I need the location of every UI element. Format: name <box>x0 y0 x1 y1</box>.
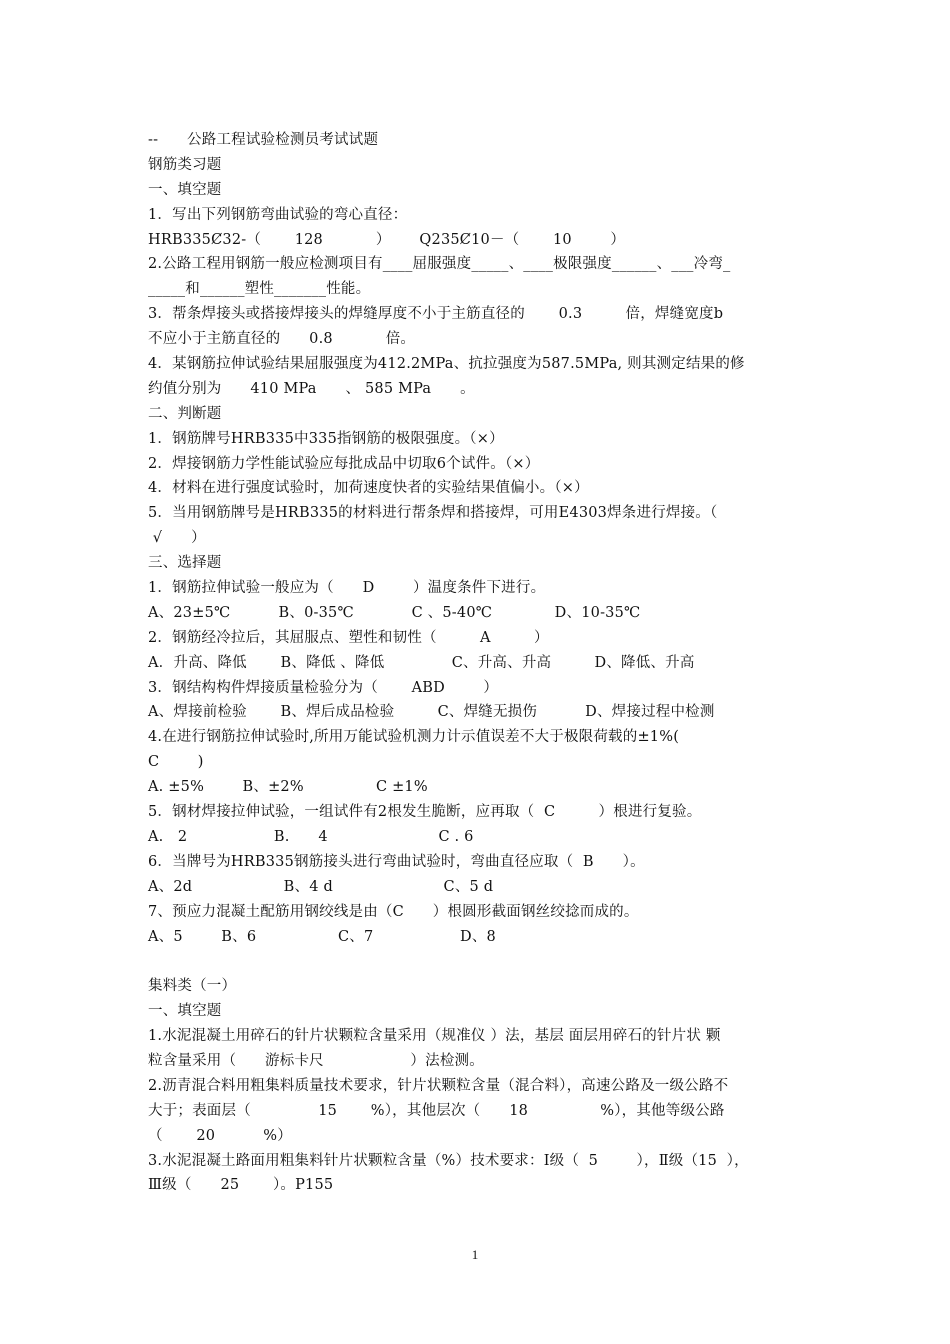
text-line: 5．钢材焊接拉伸试验，一组试件有2根发生脆断，应再取（ C ）根进行复验。 <box>148 804 702 821</box>
text-line: 4.在进行钢筋拉伸试验时,所用万能试验机测力计示值误差不大于极限荷载的±1%( <box>148 729 680 746</box>
text-line: 不应小于主筋直径的 0.8 倍。 <box>148 331 416 348</box>
text-line: （ 20 %） <box>148 1127 292 1144</box>
text-line: A. 2 B. 4 C . 6 <box>148 828 474 845</box>
text-line: _____和______塑性_______性能。 <box>148 281 371 298</box>
text-line: √ ） <box>148 530 206 547</box>
text-line: 7、预应力混凝土配筋用钢绞线是由（C ）根圆形截面钢丝绞捻而成的。 <box>148 903 639 920</box>
text-line: 三、选择题 <box>148 555 222 572</box>
text-line: 2．钢筋经冷拉后，其屈服点、塑性和韧性（ A ） <box>148 629 549 646</box>
text-line: HRB335Ȼ32-（ 128 ） Q235Ȼ10－（ 10 ） <box>148 231 626 248</box>
text-line: 一、填空题 <box>148 181 222 198</box>
page-number: 1 <box>471 1247 479 1262</box>
text-line: 粒含量采用（ 游标卡尺 ）法检测。 <box>148 1052 484 1069</box>
text-line: 4．材料在进行强度试验时，加荷速度快者的实验结果值偏小。（×） <box>148 480 589 497</box>
text-line: 6．当牌号为HRB335钢筋接头进行弯曲试验时，弯曲直径应取（ B ）。 <box>148 853 645 870</box>
text-line: 约值分别为 410 MPa 、 585 MPa 。 <box>148 380 475 397</box>
text-line: 2.沥青混合料用粗集料质量技术要求，针片状颗粒含量（混合料），高速公路及一级公路不 <box>148 1077 729 1094</box>
text-line: 一、填空题 <box>148 1003 222 1020</box>
text-line: 1．写出下列钢筋弯曲试验的弯心直径： <box>148 206 408 223</box>
text-line: A. ±5% B、±2% C ±1% <box>148 779 428 796</box>
text-line: A、5 B、6 C、7 D、8 <box>148 928 496 945</box>
text-line: 3.水泥混凝土路面用粗集料针片状颗粒含量（%）技术要求：Ⅰ级（ 5 ），Ⅱ级（15 ）， <box>148 1152 749 1169</box>
text-line: 2．焊接钢筋力学性能试验应每批成品中切取6个试件。（×） <box>148 455 540 472</box>
text-line: 3．钢结构构件焊接质量检验分为（ ABD ） <box>148 679 499 696</box>
text-line: A、2d B、4 d C、5 d <box>148 878 494 895</box>
text-line: -- 公路工程试验检测员考试试题 <box>148 132 379 148</box>
text-line: A．升高、降低 B、降低 、降低 C、升高、升高 D、降低、升高 <box>148 654 695 671</box>
text-line: 1．钢筋拉伸试验一般应为（ D ）温度条件下进行。 <box>148 580 546 597</box>
text-line: 5．当用钢筋牌号是HRB335的材料进行帮条焊和搭接焊，可用E4303焊条进行焊接。（ <box>148 505 718 522</box>
text-line: 4．某钢筋拉伸试验结果屈服强度为412.2MPa、抗拉强度为587.5MPa, 则其测定结果的修 <box>148 356 745 373</box>
text-line: 集料类（一） <box>148 978 237 995</box>
text-line: 大于；表面层（ 15 %），其他层次（ 18 %），其他等级公路 <box>148 1102 725 1119</box>
text-line: 2.公路工程用钢筋一般应检测项目有____屈服强度_____、____极限强度______、___冷弯_ <box>148 256 731 273</box>
text-line: 1．钢筋牌号HRB335中335指钢筋的极限强度。（×） <box>148 430 504 447</box>
text-line: A、23±5℃ B、0-35℃ C 、5-40℃ D、10-35℃ <box>148 604 641 621</box>
text-line <box>148 949 808 974</box>
text-line: 二、判断题 <box>148 405 222 422</box>
text-line: C ) <box>148 754 204 771</box>
document-body <box>148 128 808 1198</box>
text-line: 钢筋类习题 <box>148 156 222 173</box>
text-line: 3．帮条焊接头或搭接焊接头的焊缝厚度不小于主筋直径的 0.3 倍，焊缝宽度b <box>148 306 724 323</box>
text-line: A、焊接前检验 B、焊后成品检验 C、焊缝无损伤 D、焊接过程中检测 <box>148 704 715 721</box>
text-line: Ⅲ级（ 25 ）。P155 <box>148 1177 334 1194</box>
text-line: 1.水泥混凝土用碎石的针片状颗粒含量采用（规准仪 ）法，基层 面层用碎石的针片状 颗 <box>148 1028 721 1045</box>
